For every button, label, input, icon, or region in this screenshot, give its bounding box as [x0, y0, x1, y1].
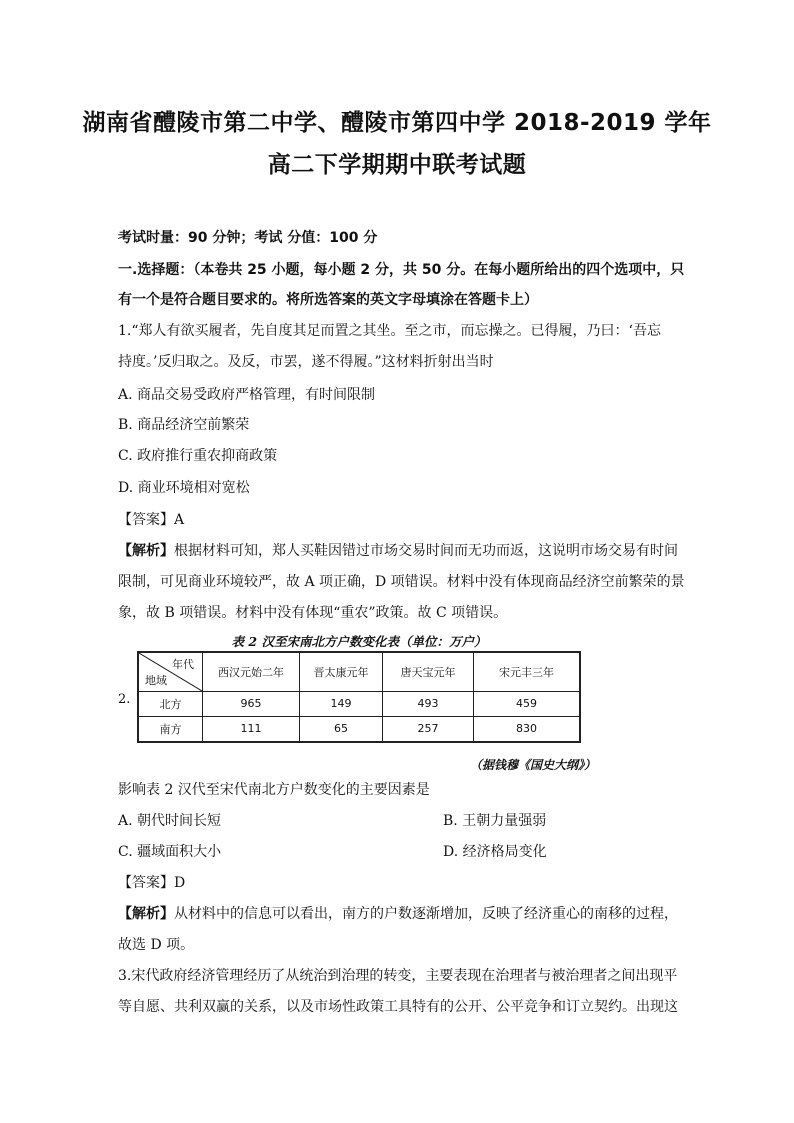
- question-1-analysis-line-1: [118, 542, 678, 560]
- question-3-line-1: 3.宋代政府经济管理经历了从统治到治理的转变，主要表现在治理者与被治理者之间出现平: [118, 968, 678, 984]
- question-2-number: 2.: [118, 692, 131, 707]
- question-2-option-d: D. 经济格局变化: [443, 844, 547, 860]
- household-table: [137, 651, 581, 743]
- question-2-analysis-line-2: 故选 D 项。: [118, 937, 195, 953]
- question-2-analysis-line-1: [118, 905, 678, 923]
- question-1-option-b: B. 商品经济空前繁荣: [118, 417, 250, 433]
- corner-label-region: 地域: [145, 674, 167, 687]
- column-header: 西汉元始二年: [203, 652, 300, 692]
- question-1-option-d: D. 商业环境相对宽松: [118, 480, 250, 496]
- table-cell: 257: [383, 716, 474, 742]
- table-cell: 65: [300, 716, 383, 742]
- section-header-line-2: 有一个是符合题目要求的。将所选答案的英文字母填涂在答题卡上）: [118, 292, 538, 308]
- exam-title-line-1: 湖南省醴陵市第二中学、醴陵市第四中学 2018-2019 学年: [82, 110, 712, 136]
- table-caption: 表 2 汉至宋南北方户数变化表（单位：万户）: [231, 634, 487, 649]
- column-header: 晋太康元年: [300, 652, 383, 692]
- question-2-option-c: C. 疆域面积大小: [118, 844, 222, 860]
- row-label: 北方: [138, 692, 203, 717]
- question-2-option-b: B. 王朝力量强弱: [443, 813, 547, 829]
- table-cell: 149: [300, 692, 383, 717]
- exam-info: 考试时量：90 分钟；考试 分值：100 分: [118, 230, 378, 246]
- question-1-line-2: 持度。’反归取之。及反，市罢，遂不得履。”这材料折射出当时: [118, 354, 494, 370]
- table-cell: 111: [203, 716, 300, 742]
- table-cell: 965: [203, 692, 300, 717]
- table-cell: 459: [474, 692, 581, 717]
- table-source: （据钱穆《国史大纲》）: [470, 758, 597, 772]
- question-1-analysis-line-3: 象，故 B 项错误。材料中没有体现“重农”政策。故 C 项错误。: [118, 605, 508, 621]
- question-1-line-1: 1.“郑人有欲买履者，先自度其足而置之其坐。至之市，而忘操之。已得履，乃曰：‘吾忘: [118, 323, 661, 339]
- column-header: 宋元丰三年: [474, 652, 581, 692]
- question-1-option-c: C. 政府推行重农抑商政策: [118, 448, 278, 464]
- analysis-label: 【解析】: [118, 543, 174, 559]
- exam-title-line-2: 高二下学期期中联考试题: [267, 152, 527, 178]
- table-header-row: [138, 652, 580, 692]
- table-cell: 830: [474, 716, 581, 742]
- question-3-line-2: 等自愿、共利双赢的关系，以及市场性政策工具特有的公开、公平竞争和订立契约。出现这: [118, 999, 678, 1015]
- analysis-text: 根据材料可知，郑人买鞋因错过市场交易时间而无功而返，这说明市场交易有时间: [174, 543, 678, 559]
- section-header-line-1: 一.选择题：（本卷共 25 小题，每小题 2 分，共 50 分。在每小题所给出的四个选项中，只: [118, 262, 685, 278]
- table-row: [138, 716, 580, 742]
- question-1-option-a: A. 商品交易受政府严格管理，有时间限制: [118, 387, 376, 403]
- table-corner-cell: [138, 652, 203, 692]
- analysis-label: 【解析】: [118, 906, 174, 922]
- question-2-option-a: A. 朝代时间长短: [118, 813, 222, 829]
- table-cell: 493: [383, 692, 474, 717]
- row-label: 南方: [138, 716, 203, 742]
- question-2-answer: 【答案】D: [118, 875, 186, 891]
- analysis-text: 从材料中的信息可以看出，南方的户数逐渐增加，反映了经济重心的南移的过程，: [174, 906, 678, 922]
- question-1-answer: 【答案】A: [118, 512, 185, 528]
- question-1-analysis-line-2: 限制，可见商业环境较严，故 A 项正确，D 项错误。材料中没有体现商品经济空前繁荣的景: [118, 574, 685, 590]
- question-2-stem: 影响表 2 汉代至宋代南北方户数变化的主要因素是: [118, 782, 430, 798]
- column-header: 唐天宝元年: [383, 652, 474, 692]
- table-row: [138, 692, 580, 717]
- corner-label-era: 年代: [172, 658, 194, 671]
